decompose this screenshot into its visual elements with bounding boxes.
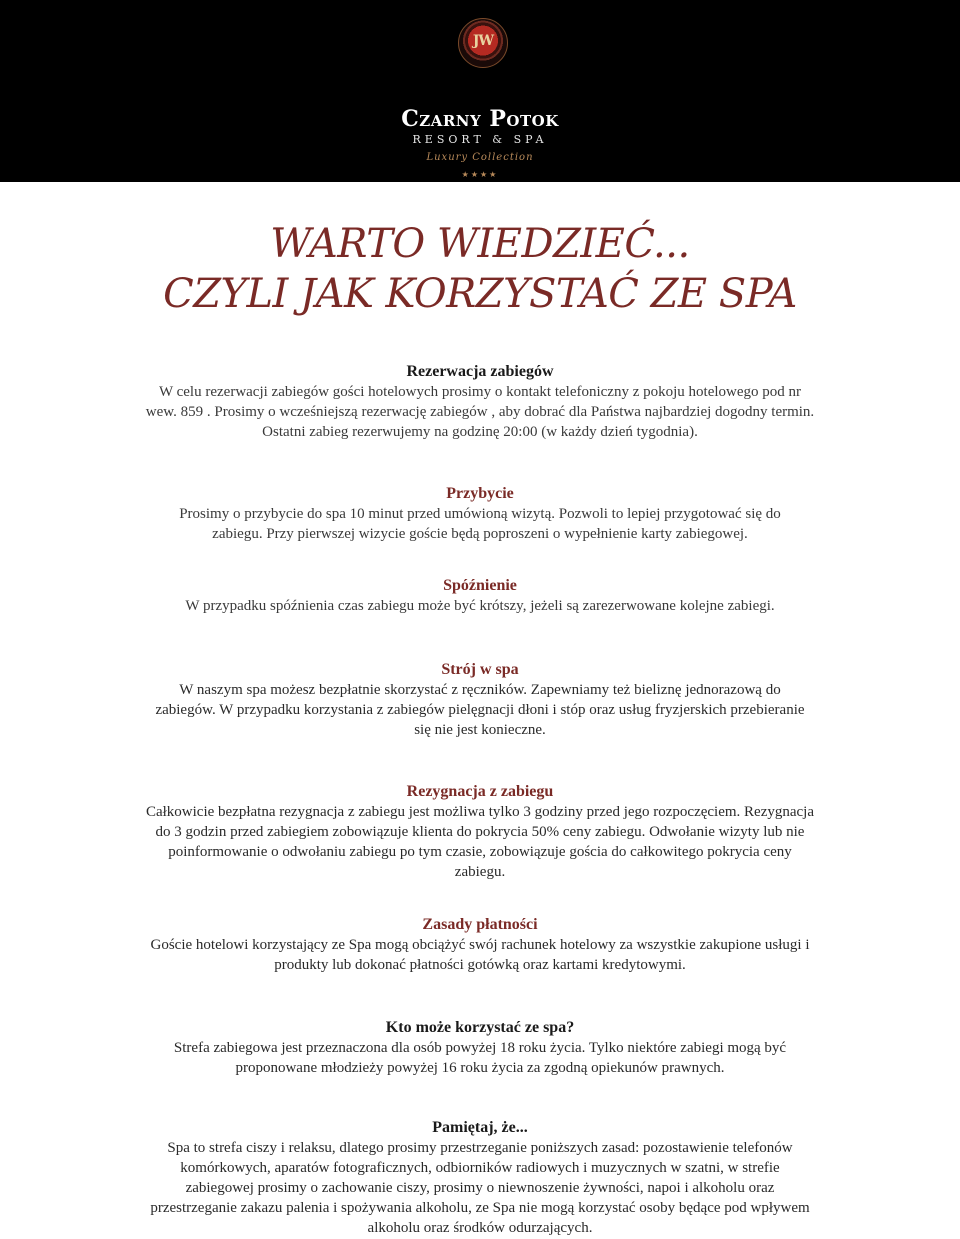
section-heading: Spóźnienie (443, 577, 517, 594)
section-heading: Strój w spa (441, 661, 519, 678)
paragraph-line: zabiegu. Przy pierwszej wizycie goście będą poproszeni o wypełnienie karty zabiegowej. (212, 526, 748, 542)
paragraph-line: Goście hotelowi korzystający ze Spa mogą obciążyć swój rachunek hotelowy za wszystkie zakupione usługi i (150, 937, 810, 953)
section-heading: Rezerwacja zabiegów (406, 363, 554, 380)
paragraph-line: się nie jest konieczne. (414, 722, 546, 738)
page-title-line-2: CZYLI JAK KORZYSTAĆ ZE SPA (163, 271, 797, 317)
section-payment (60, 915, 900, 975)
section-attire (60, 660, 900, 740)
brand-stars: ★★★★ (461, 170, 499, 179)
page-title-line-1: WARTO WIEDZIEĆ... (270, 221, 690, 267)
paragraph-line: W celu rezerwacji zabiegów gości hotelowych prosimy o kontakt telefoniczny z pokoju hotelowego pod nr (158, 384, 802, 400)
section-heading: Zasady płatności (422, 916, 538, 933)
brand-name: Czarny Potok (401, 106, 559, 132)
section-heading: Przybycie (446, 485, 514, 502)
section-remember (60, 1118, 900, 1238)
paragraph-line: komórkowych, aparatów fotograficznych, odbiorników radiowych i muzycznych w szatni, w strefie (180, 1160, 780, 1176)
section-heading: Pamiętaj, że... (432, 1119, 528, 1136)
resort-logo (380, 18, 580, 178)
paragraph-line: alkoholu oraz środków odurzających. (367, 1220, 593, 1236)
jw-seal-icon: JW (458, 18, 508, 68)
paragraph-line: wew. 859 . Prosimy o wcześniejszą rezerwację zabiegów , aby dobrać dla Państwa najbardziej dogodny termin. (145, 404, 815, 420)
section-heading: Rezygnacja z zabiegu (406, 783, 554, 800)
paragraph-line: do 3 godzin przed zabiegiem zobowiązuje klienta do pokrycia 50% ceny zabiegu. Odwołanie wizyty lub nie (155, 824, 805, 840)
section-reservation (60, 362, 900, 442)
paragraph-line: zabiegu. (454, 864, 506, 880)
paragraph-line: przestrzeganie zakazu palenia i spożywania alkoholu, ze Spa nie mogą korzystać osoby będące pod wpływem (150, 1200, 810, 1216)
paragraph-line: Całkowicie bezpłatna rezygnacja z zabiegu jest możliwa tylko 3 godziny przed jego rozpoczęciem. Rezygnacja (145, 804, 815, 820)
paragraph-line: Spa to strefa ciszy i relaksu, dlatego prosimy przestrzeganie poniższych zasad: pozostawienie telefonów (167, 1140, 793, 1156)
paragraph-line: Ostatni zabieg rezerwujemy na godzinę 20:00 (w każdy dzień tygodnia). (262, 424, 698, 440)
paragraph-line: Strefa zabiegowa jest przeznaczona dla osób powyżej 18 roku życia. Tylko niektóre zabiegi mogą być (173, 1040, 787, 1056)
paragraph-line: zabiegów. W przypadku korzystania z zabiegów pielęgnacji dłoni i stóp oraz usług fryzjerskich przebieranie (155, 702, 805, 718)
section-arrival (60, 484, 900, 544)
section-eligibility (60, 1018, 900, 1078)
section-lateness (60, 576, 900, 616)
paragraph-line: zabiegowej prosimy o zachowanie ciszy, prosimy o niewnoszenie żywności, napoi i alkoholu oraz (185, 1180, 775, 1196)
brand-subtitle: RESORT & SPA (412, 133, 548, 146)
section-heading: Kto może korzystać ze spa? (385, 1019, 575, 1036)
header-band (0, 0, 960, 182)
brand-collection: Luxury Collection (426, 152, 534, 163)
section-cancellation (60, 782, 900, 882)
paragraph-line: W przypadku spóźnienia czas zabiegu może być krótszy, jeżeli są zarezerwowane kolejne zabiegi. (185, 598, 775, 614)
paragraph-line: W naszym spa możesz bezpłatnie skorzystać z ręczników. Zapewniamy też bieliznę jednorazową do (179, 682, 781, 698)
paragraph-line: Prosimy o przybycie do spa 10 minut przed umówioną wizytą. Pozwoli to lepiej przygotować się do (179, 506, 781, 522)
paragraph-line: proponowane młodzieży powyżej 16 roku życia za zgodną opiekunów prawnych. (235, 1060, 725, 1076)
paragraph-line: poinformowanie o odwołaniu zabiegu po tym czasie, zobowiązuje gościa do całkowitego pokrycia ceny (168, 844, 792, 860)
paragraph-line: produkty lub dokonać płatności gotówką oraz kartami kredytowymi. (274, 957, 686, 973)
